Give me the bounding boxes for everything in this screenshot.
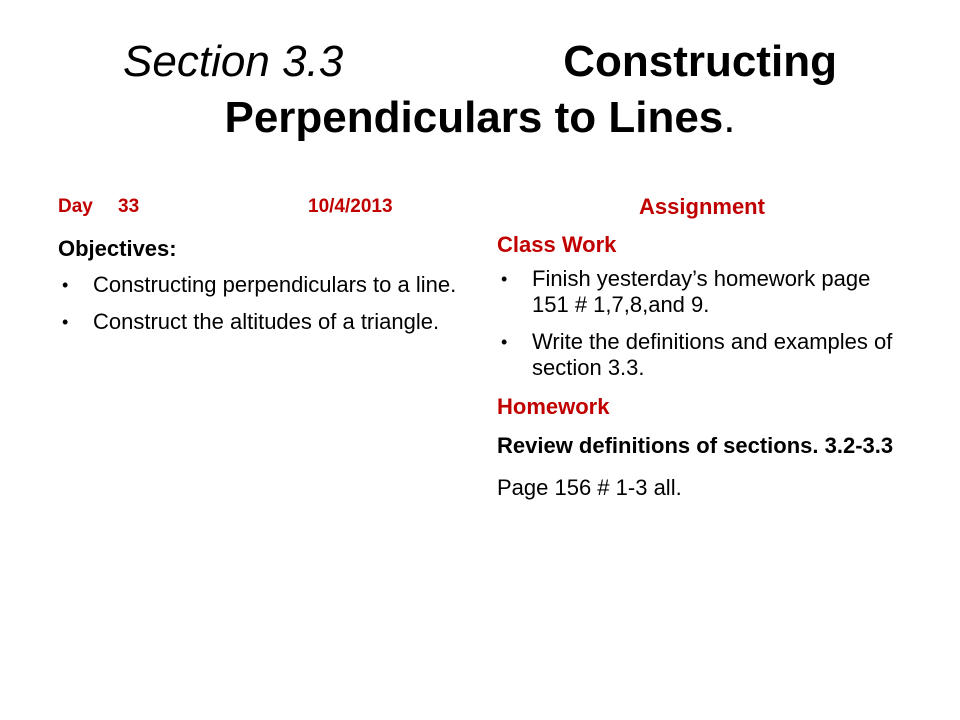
objectives-heading: Objectives: xyxy=(58,236,177,261)
left-column xyxy=(58,190,458,346)
title-section: Section 3.3 xyxy=(123,37,344,86)
homework-heading: Homework xyxy=(497,394,610,419)
list-item xyxy=(58,309,458,335)
classwork-text: Finish yesterday’s homework page 151 # 1,7,8,and 9. xyxy=(532,266,871,317)
bullet-icon: • xyxy=(501,269,508,289)
slide-title xyxy=(60,34,900,146)
day-line xyxy=(58,190,458,224)
assignment-heading: Assignment xyxy=(639,194,765,219)
page-text: Page 156 # 1-3 all. xyxy=(497,475,682,500)
objective-text: Construct the altitudes of a triangle. xyxy=(93,309,440,334)
review-text: Review definitions of sections. 3.2-3.3 xyxy=(497,433,894,458)
day-number: 33 xyxy=(118,196,140,217)
classwork-text: Write the definitions and examples of section 3.3. xyxy=(532,329,893,380)
bullet-icon: • xyxy=(62,312,69,332)
classwork-list xyxy=(497,266,907,381)
bullet-icon: • xyxy=(501,332,508,352)
right-column xyxy=(497,190,907,502)
list-item xyxy=(58,272,458,298)
day-label: Day xyxy=(58,196,93,217)
list-item xyxy=(497,266,907,318)
title-main: Constructing Perpendiculars to Lines xyxy=(224,37,837,142)
title-period: . xyxy=(723,93,736,142)
objective-text: Constructing perpendiculars to a line. xyxy=(93,272,457,297)
bullet-icon: • xyxy=(62,275,69,295)
classwork-heading: Class Work xyxy=(497,232,617,257)
objectives-list xyxy=(58,272,458,335)
day-date: 10/4/2013 xyxy=(308,196,393,217)
list-item xyxy=(497,329,907,381)
